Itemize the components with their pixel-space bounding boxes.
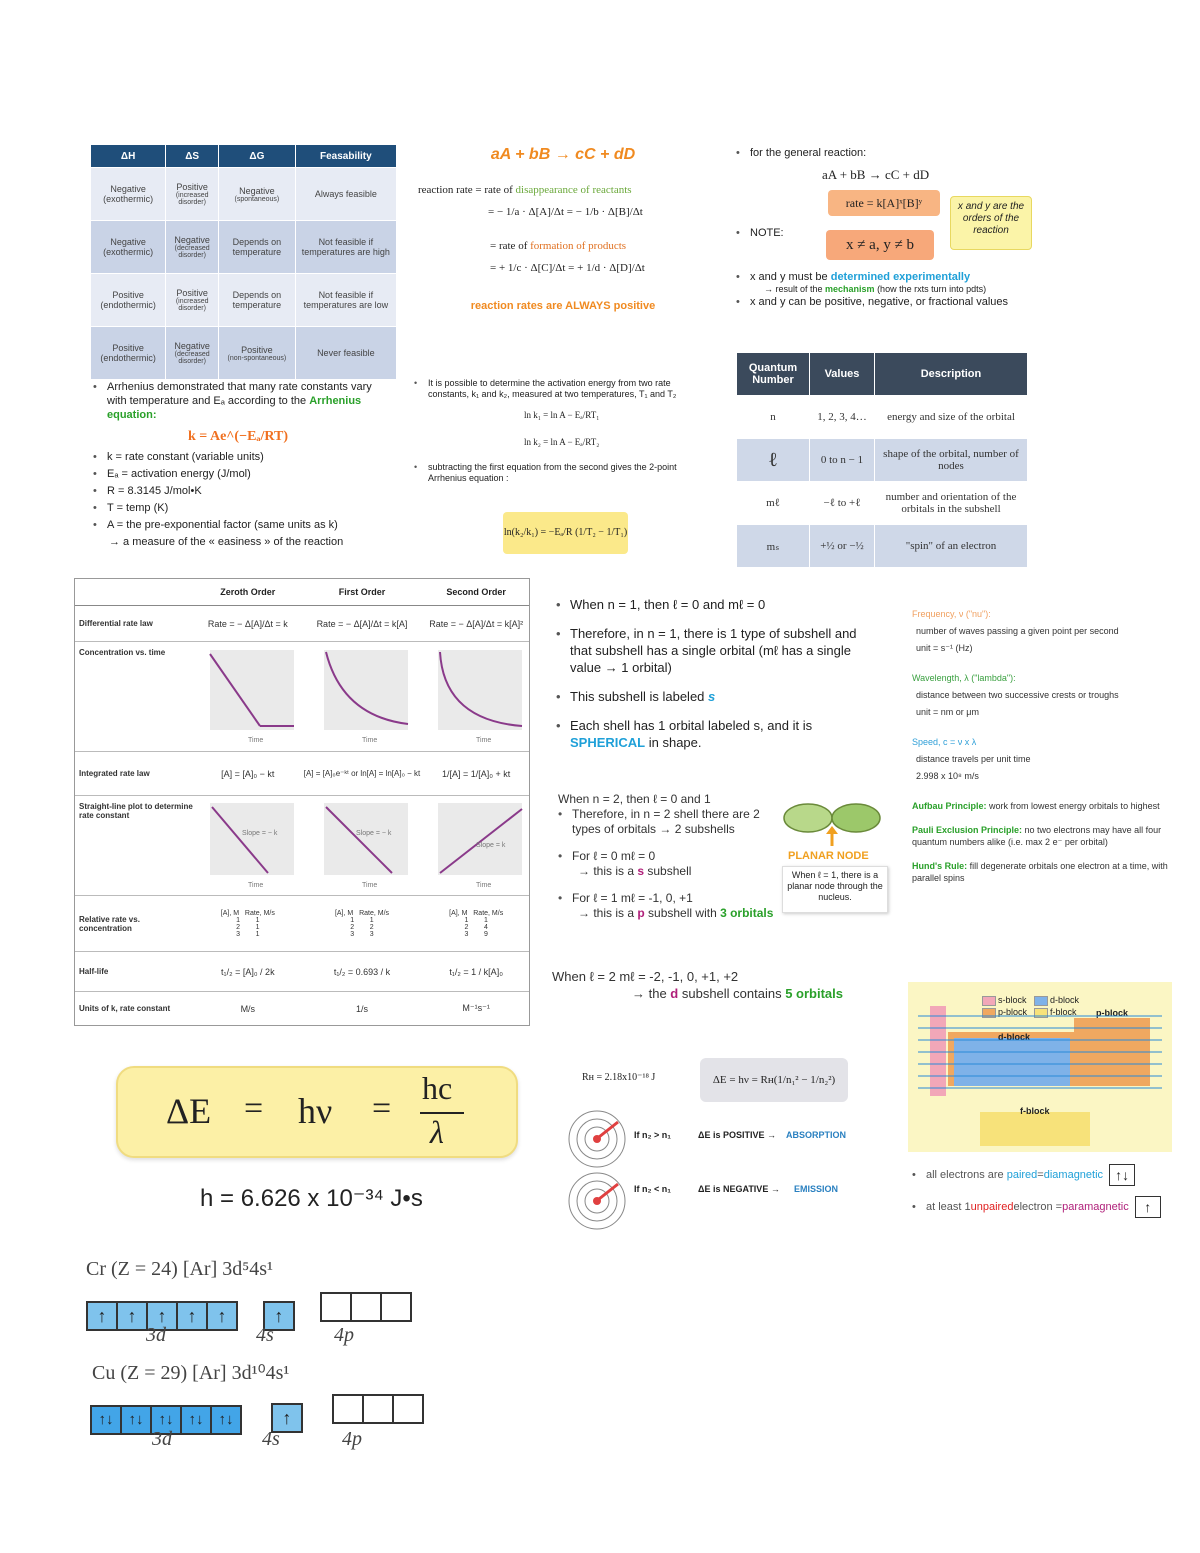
n2-block bbox=[558, 792, 788, 921]
absorption: ABSORPTION bbox=[786, 1130, 847, 1140]
l2-block bbox=[552, 968, 872, 1002]
rate-footer: reaction rates are ALWAYS positive bbox=[470, 300, 656, 312]
svg-text:Slope = − k: Slope = − k bbox=[241, 829, 278, 837]
bullet-experimental: • x and y must be determined experimentally bbox=[736, 270, 1036, 284]
n2-bullet: • Therefore, in n = 2 shell there are 2 types of orbitals → 2 subshells bbox=[558, 807, 788, 837]
cell: Positive (non-spontaneous) bbox=[219, 327, 296, 380]
rate-law-block bbox=[736, 146, 1036, 182]
rate-law-reaction: aA + bB → cC + dD bbox=[822, 167, 930, 182]
thermo-table bbox=[90, 144, 397, 380]
cell: Negative (spontaneous) bbox=[219, 168, 296, 221]
conc-plot-second bbox=[423, 642, 529, 752]
row-label: Integrated rate law bbox=[75, 752, 195, 796]
arrhenius-item: • R = 8.3145 J/mol•K bbox=[93, 484, 383, 498]
legend-s: s-block bbox=[998, 995, 1027, 1005]
cell: number and orientation of the orbitals in the subshell bbox=[875, 482, 1028, 525]
orbital-box bbox=[332, 1394, 364, 1424]
cell: +½ or −½ bbox=[810, 525, 875, 568]
orbitals-block bbox=[556, 596, 866, 751]
cr-4s: 4s bbox=[256, 1324, 274, 1346]
cell: energy and size of the orbital bbox=[875, 396, 1028, 439]
orbital-box: ↑ bbox=[116, 1301, 148, 1331]
wl-unit: unit = nm or μm bbox=[916, 707, 979, 717]
freq-unit: unit = s⁻¹ (Hz) bbox=[916, 643, 973, 653]
arrhenius-equation: k = Ae^(−Eₐ/RT) bbox=[187, 429, 289, 444]
table-row bbox=[75, 952, 529, 992]
orbital-box: ↑ bbox=[86, 1301, 118, 1331]
paired-box: ↑↓ bbox=[1109, 1164, 1135, 1186]
cell: Not feasible if temperatures are high bbox=[295, 221, 396, 274]
linear-plot-second bbox=[423, 796, 529, 896]
dblock-title: d-block bbox=[998, 1032, 1031, 1042]
two-point-text-1: • It is possible to determine the activation energy from two rate constants, k₁ and k₂, measured at two temperatures, T₁ and T₂ bbox=[414, 378, 712, 400]
two-point-eq-2: ln k₂ = ln A − Eₐ/RT₂ bbox=[524, 437, 600, 447]
l1-sub: → this is a p subshell with 3 orbitals bbox=[578, 906, 774, 920]
periodic-block bbox=[908, 982, 1172, 1152]
svg-text:Slope = − k: Slope = − k bbox=[355, 829, 392, 837]
orbital-b3: • This subshell is labeled s bbox=[556, 688, 866, 705]
table-row bbox=[737, 482, 1028, 525]
hc: hc bbox=[422, 1070, 453, 1106]
kinetics-table bbox=[75, 579, 529, 1026]
arrhenius-item: • A = the pre-exponential factor (same units as k) bbox=[93, 518, 383, 532]
cell: t₁/₂ = 0.693 / k bbox=[301, 952, 424, 992]
rate-law-intro: • for the general reaction: bbox=[736, 146, 1036, 160]
rate-eq-1: = − 1/a · Δ[A]/Δt = − 1/b · Δ[B]/Δt bbox=[488, 206, 643, 218]
cr-orbitals bbox=[86, 1292, 410, 1331]
abs-cond: If n₂ > n₁ bbox=[634, 1130, 671, 1140]
table-row bbox=[75, 896, 529, 952]
mechanism-note: → result of the mechanism (how the rxts turn into pdts) bbox=[764, 284, 987, 294]
speed-title: Speed, c = ν x λ bbox=[912, 737, 977, 747]
pblock-title: p-block bbox=[1096, 1008, 1129, 1018]
orbital-box: ↑↓ bbox=[120, 1405, 152, 1435]
kinetics-table-frame bbox=[74, 578, 530, 1026]
speed-desc: distance travels per unit time bbox=[916, 754, 1031, 764]
cell: Negative (exothermic) bbox=[91, 221, 166, 274]
kin-header bbox=[75, 579, 195, 606]
cell: M⁻¹s⁻¹ bbox=[462, 1003, 490, 1014]
linear-plot-first bbox=[301, 796, 424, 896]
orbital-b4: • Each shell has 1 orbital labeled s, and it is SPHERICAL in shape. bbox=[556, 717, 866, 751]
orbital-b1: • When n = 1, then ℓ = 0 and mℓ = 0 bbox=[556, 596, 866, 613]
planck: h = 6.626 x 10⁻³⁴ J•s bbox=[200, 1185, 423, 1212]
cu-4p: 4p bbox=[342, 1428, 362, 1450]
rate-law-bullets bbox=[736, 270, 1036, 309]
energy-box bbox=[116, 1066, 518, 1158]
svg-text:Time: Time bbox=[361, 881, 378, 889]
cell: t₁/₂ = [A]₀ / 2k bbox=[195, 952, 301, 992]
rydberg-const: Rн = 2.18x10⁻¹⁸ J bbox=[582, 1072, 656, 1083]
em-cond: If n₂ < n₁ bbox=[634, 1184, 671, 1194]
planar-node-label: PLANAR NODE bbox=[788, 850, 869, 862]
arrhenius-block bbox=[93, 380, 383, 549]
row-label: Differential rate law bbox=[75, 606, 195, 642]
cell: "spin" of an electron bbox=[875, 525, 1028, 568]
row-label: Straight-line plot to determine rate constant bbox=[75, 796, 195, 896]
orbital-box bbox=[362, 1394, 394, 1424]
general-equation: aA + bB → cC + dD bbox=[490, 146, 636, 163]
note-equation: x ≠ a, y ≠ b bbox=[826, 230, 934, 260]
orbital-box bbox=[320, 1292, 352, 1322]
cell: −ℓ to +ℓ bbox=[810, 482, 875, 525]
emission: EMISSION bbox=[794, 1184, 839, 1194]
cell: Negative (decreased disorder) bbox=[166, 221, 219, 274]
cell: Not feasible if temperatures are low bbox=[295, 274, 396, 327]
orders-note: x and y are the orders of the reaction bbox=[950, 196, 1032, 250]
cell: Rate = − Δ[A]/Δt = k bbox=[195, 606, 301, 642]
cell: ℓ bbox=[737, 439, 810, 482]
svg-text:Time: Time bbox=[476, 736, 492, 744]
cell: Positive (increased disorder) bbox=[166, 274, 219, 327]
linear-plot-zero bbox=[195, 796, 301, 896]
th-ds: ΔS bbox=[166, 145, 219, 168]
cu-3d: 3d bbox=[152, 1428, 172, 1450]
table-row bbox=[75, 752, 529, 796]
table-row bbox=[91, 168, 397, 221]
cell: Always feasible bbox=[295, 168, 396, 221]
cell: M/s bbox=[240, 1003, 256, 1014]
orbital-box: ↑ bbox=[176, 1301, 208, 1331]
cu-label: Cu (Z = 29) [Ar] 3d¹⁰4s¹ bbox=[92, 1362, 290, 1384]
svg-text:Slope = k: Slope = k bbox=[476, 841, 506, 849]
cr-label: Cr (Z = 24) [Ar] 3d⁵4s¹ bbox=[86, 1258, 273, 1280]
orbital-box bbox=[350, 1292, 382, 1322]
l0-bullet: • For ℓ = 0 mℓ = 0 bbox=[558, 849, 788, 864]
th-dg: ΔG bbox=[219, 145, 296, 168]
th-dh: ΔH bbox=[91, 145, 166, 168]
cell: Depends on temperature bbox=[219, 221, 296, 274]
eq-sign: = bbox=[244, 1090, 264, 1127]
kin-header: Second Order bbox=[423, 579, 529, 606]
orbital-box bbox=[380, 1292, 412, 1322]
table-row bbox=[737, 439, 1028, 482]
cr-4p: 4p bbox=[334, 1324, 354, 1346]
l1-bullet: • For ℓ = 1 mℓ = -1, 0, +1 bbox=[558, 891, 788, 906]
cell: 1, 2, 3, 4… bbox=[810, 396, 875, 439]
l2-sub: → the d subshell contains 5 orbitals bbox=[632, 986, 843, 1001]
aufbau: Aufbau Principle: work from lowest energy orbitals to highest bbox=[912, 801, 1160, 811]
two-point-block bbox=[414, 378, 712, 484]
legend-d: d-block bbox=[1050, 995, 1080, 1005]
freq-desc: number of waves passing a given point per second bbox=[916, 626, 1119, 636]
table-row bbox=[91, 327, 397, 380]
conc-plot-first bbox=[301, 642, 424, 752]
table-row bbox=[75, 606, 529, 642]
freq-title: Frequency, ν ("nu"): bbox=[912, 609, 991, 619]
rate-line-2: = rate of formation of products bbox=[490, 240, 627, 252]
arrhenius-sub: → a measure of the « easiness » of the reaction bbox=[109, 536, 344, 548]
table-row bbox=[75, 642, 529, 752]
orbital-box: ↑ bbox=[271, 1403, 303, 1433]
unpaired-box: ↑ bbox=[1135, 1196, 1161, 1218]
diamagnetic-line: • all electrons are paired = diamagnetic ↑↓ bbox=[912, 1164, 1182, 1186]
svg-text:Time: Time bbox=[247, 881, 264, 889]
cell: Positive (increased disorder) bbox=[166, 168, 219, 221]
cell: mℓ bbox=[737, 482, 810, 525]
arrhenius-item: • T = temp (K) bbox=[93, 501, 383, 515]
cell: [A] = [A]₀ − kt bbox=[195, 752, 301, 796]
cell: Negative (decreased disorder) bbox=[166, 327, 219, 380]
table-row bbox=[75, 796, 529, 896]
cell: [A] = [A]₀e⁻ᵏᵗ or ln[A] = ln[A]₀ − kt bbox=[301, 752, 424, 796]
cell: Rate = − Δ[A]/Δt = k[A] bbox=[301, 606, 424, 642]
th-feas: Feasability bbox=[295, 145, 396, 168]
magnetism-block bbox=[912, 1164, 1182, 1218]
cell: 0 to n − 1 bbox=[810, 439, 875, 482]
table-row bbox=[91, 274, 397, 327]
cell: Positive (endothermic) bbox=[91, 274, 166, 327]
legend-p: p-block bbox=[998, 1007, 1028, 1017]
cell: Negative (exothermic) bbox=[91, 168, 166, 221]
rate-line-1: reaction rate = rate of disappearance of reactants bbox=[418, 184, 632, 196]
n2-title: When n = 2, then ℓ = 0 and 1 bbox=[558, 792, 711, 806]
conc-plot-zero bbox=[195, 642, 301, 752]
row-label: Units of k, rate constant bbox=[79, 1004, 171, 1014]
orbital-box: ↑ bbox=[206, 1301, 238, 1331]
qt-header: Quantum Number bbox=[737, 353, 810, 396]
absorption-atom-icon bbox=[566, 1108, 628, 1170]
hund: Hund's Rule: fill degenerate orbitals one electron at a time, with parallel spins bbox=[912, 861, 1168, 883]
quantum-table bbox=[736, 352, 1028, 568]
cu-orbitals bbox=[90, 1394, 422, 1435]
rel-rate-first: [A], M Rate, M/s 1 1 2 2 3 3 bbox=[301, 896, 424, 952]
pauli: Pauli Exclusion Principle: no two electrons may have all four quantum numbers alike (i.e. max 2 e⁻ per orbital) bbox=[912, 825, 1162, 847]
cell: 1/[A] = 1/[A]₀ + kt bbox=[423, 752, 529, 796]
cell: 1/s bbox=[355, 1003, 368, 1014]
orbital-box: ↑↓ bbox=[150, 1405, 182, 1435]
rate-eq-2: = + 1/c · Δ[C]/Δt = + 1/d · Δ[D]/Δt bbox=[490, 262, 645, 274]
waves-block bbox=[912, 608, 1172, 884]
delta-e: ΔE bbox=[166, 1091, 212, 1131]
cell: Positive (endothermic) bbox=[91, 327, 166, 380]
orbital-box: ↑↓ bbox=[180, 1405, 212, 1435]
qt-header: Description bbox=[875, 353, 1028, 396]
row-label: Relative rate vs. concentration bbox=[75, 896, 195, 952]
orbital-b2: • Therefore, in n = 1, there is 1 type of subshell and that subshell has a single orbital (mℓ has a single value → 1 orbital) bbox=[556, 625, 866, 676]
rates-block bbox=[418, 146, 708, 312]
two-point-eq-1: ln k₁ = ln A − Eₐ/RT₁ bbox=[524, 410, 600, 420]
cell: shape of the orbital, number of nodes bbox=[875, 439, 1028, 482]
two-point-final: ln(k₂/k₁) = −Eₐ/R (1/T₂ − 1/T₁) bbox=[503, 512, 628, 554]
fblock-title: f-block bbox=[1020, 1106, 1050, 1116]
bullet-values: • x and y can be positive, negative, or fractional values bbox=[736, 295, 1036, 309]
rel-rate-second: [A], M Rate, M/s 1 1 2 4 3 9 bbox=[423, 896, 529, 952]
cell: n bbox=[737, 396, 810, 439]
svg-text:Time: Time bbox=[361, 736, 378, 744]
table-row bbox=[75, 992, 529, 1026]
rydberg-formula: ΔE = hν = Rн(1/n₁² − 1/n₂²) bbox=[700, 1058, 848, 1102]
l0-sub: → this is a s subshell bbox=[578, 864, 692, 878]
rel-rate-zero: [A], M Rate, M/s 1 1 2 1 3 1 bbox=[195, 896, 301, 952]
cell: Rate = − Δ[A]/Δt = k[A]² bbox=[423, 606, 529, 642]
planar-node-note: When ℓ = 1, there is a planar node through the nucleus. bbox=[782, 866, 888, 913]
wl-desc: distance between two successive crests or troughs bbox=[916, 690, 1119, 700]
kin-header: First Order bbox=[301, 579, 424, 606]
orbital-box bbox=[392, 1394, 424, 1424]
svg-text:Time: Time bbox=[476, 881, 492, 889]
orbital-box: ↑ bbox=[263, 1301, 295, 1331]
cell: mₛ bbox=[737, 525, 810, 568]
arrhenius-item: • Eₐ = activation energy (J/mol) bbox=[93, 467, 383, 481]
hv: hν bbox=[298, 1091, 333, 1131]
cell: Never feasible bbox=[295, 327, 396, 380]
note-label: • NOTE: bbox=[736, 226, 784, 240]
row-label: Half-life bbox=[75, 952, 195, 992]
lambda: λ bbox=[430, 1114, 444, 1150]
arrhenius-item: • k = rate constant (variable units) bbox=[93, 450, 383, 464]
speed-val: 2.998 x 10⁸ m/s bbox=[916, 771, 979, 781]
table-row bbox=[737, 525, 1028, 568]
cu-4s: 4s bbox=[262, 1428, 280, 1450]
paramagnetic-line: • at least 1 unpaired electron = paramagnetic ↑ bbox=[912, 1196, 1182, 1218]
legend-f: f-block bbox=[1050, 1007, 1077, 1017]
two-point-text-2: • subtracting the first equation from the second gives the 2-point Arrhenius equation : bbox=[414, 462, 712, 484]
orbital-box: ↑ bbox=[146, 1301, 178, 1331]
em-text: ΔE is NEGATIVE → bbox=[698, 1184, 780, 1194]
orbital-box: ↑↓ bbox=[210, 1405, 242, 1435]
cr-3d: 3d bbox=[146, 1324, 166, 1346]
svg-text:Time: Time bbox=[247, 736, 264, 744]
kin-header: Zeroth Order bbox=[195, 579, 301, 606]
qt-header: Values bbox=[810, 353, 875, 396]
wl-title: Wavelength, λ ("lambda"): bbox=[912, 673, 1016, 683]
emission-atom-icon bbox=[566, 1170, 628, 1232]
table-row bbox=[737, 396, 1028, 439]
orbital-box: ↑↓ bbox=[90, 1405, 122, 1435]
arrhenius-intro: • Arrhenius demonstrated that many rate constants vary with temperature and Eₐ according to the Arrhenius equation: bbox=[93, 380, 383, 422]
row-label: Concentration vs. time bbox=[75, 642, 195, 752]
rate-expression: rate = k[A]ˣ[B]ʸ bbox=[828, 190, 940, 216]
cell: t₁/₂ = 1 / k[A]₀ bbox=[423, 952, 529, 992]
p-orbital-icon bbox=[780, 796, 884, 848]
cell: Depends on temperature bbox=[219, 274, 296, 327]
arrows-icon bbox=[908, 982, 1172, 1152]
table-row bbox=[91, 221, 397, 274]
l2-title: When ℓ = 2 mℓ = -2, -1, 0, +1, +2 bbox=[552, 969, 739, 984]
eq-sign: = bbox=[372, 1090, 392, 1127]
abs-text: ΔE is POSITIVE → bbox=[698, 1130, 776, 1140]
